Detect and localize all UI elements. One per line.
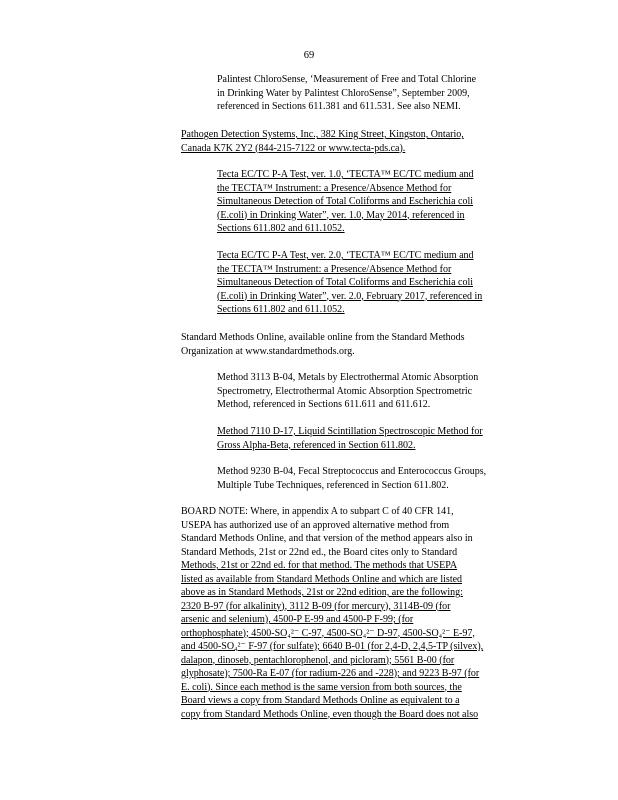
board-note-line: USEPA has authorized use of an approved alternative method from bbox=[181, 519, 450, 531]
reference-line: Method, referenced in Sections 611.611 and 611.612. bbox=[217, 399, 431, 410]
board-note-line: Methods, 21st or 22nd ed. for that method. The methods that USEPA bbox=[181, 560, 458, 571]
reference-line: Method 9230 B-04, Fecal Streptococcus and Enterococcus Groups, bbox=[217, 466, 487, 477]
board-note-line: BOARD NOTE: Where, in appendix A to subpart C of 40 CFR 141, bbox=[181, 506, 454, 517]
board-note-line: copy from Standard Methods Online, even though the Board does not also bbox=[181, 708, 479, 720]
pathogen-detection-systems-entry bbox=[181, 128, 536, 155]
reference-line: Palintest ChloroSense, ‘Measurement of Free and Total Chlorine bbox=[217, 74, 477, 85]
reference-line: Sections 611.802 and 611.1052. bbox=[217, 304, 345, 315]
reference-line: Method 7110 D-17, Liquid Scintillation Spectroscopic Method for bbox=[217, 426, 483, 437]
board-note-line: arsenic and selenium), 4500-P E-99 and 4500-P F-99; (for bbox=[181, 614, 414, 625]
reference-line: Simultaneous Detection of Total Coliforms and Escherichia coli bbox=[217, 196, 474, 207]
method-7110-reference bbox=[217, 425, 535, 452]
reference-line: Method 3113 B-04, Metals by Electrothermal Atomic Absorption bbox=[217, 372, 479, 383]
reference-line: in Drinking Water by Palintest ChloroSense”, September 2009, bbox=[217, 87, 470, 99]
board-note-line: Standard Methods, 21st or 22nd ed., the Board cites only to Standard bbox=[181, 546, 458, 558]
method-9230-reference bbox=[217, 465, 535, 492]
board-note-line: listed as available from Standard Methods Online and which are listed bbox=[181, 573, 463, 585]
reference-line: Sections 611.802 and 611.1052. bbox=[217, 223, 345, 234]
page-number: 69 bbox=[303, 50, 315, 61]
reference-line: Standard Methods Online, available online from the Standard Methods bbox=[181, 332, 465, 343]
reference-line: Tecta EC/TC P-A Test, ver. 2.0, ‘TECTA™ EC/TC medium and bbox=[217, 250, 474, 261]
reference-line: Spectrometry, Electrothermal Atomic Absorption Spectrometric bbox=[217, 385, 473, 397]
reference-line: Organization at www.standardmethods.org. bbox=[181, 345, 355, 357]
reference-line: Pathogen Detection Systems, Inc., 382 King Street, Kingston, Ontario, bbox=[181, 129, 464, 140]
board-note bbox=[181, 505, 536, 721]
reference-line: (E.coli) in Drinking Water”, ver. 1.0, May 2014, referenced in bbox=[217, 209, 465, 221]
reference-line: the TECTA™ Instrument: a Presence/Absence Method for bbox=[217, 263, 452, 275]
board-note-line: Standard Methods Online, and that version of the method appears also in bbox=[181, 533, 473, 544]
palintest-reference bbox=[217, 73, 535, 114]
board-note-line: 2320 B-97 (for alkalinity), 3112 B-09 (for mercury), 3114B-09 (for bbox=[181, 600, 451, 612]
board-note-line: orthophosphate); 4500-SO₄²⁻ C-97, 4500-SO₄²⁻ D-97, 4500-SO₄²⁻ E-97, bbox=[181, 627, 475, 639]
reference-line: (E.coli) in Drinking Water”, ver. 2.0, February 2017, referenced in bbox=[217, 290, 483, 302]
reference-line: Gross Alpha-Beta, referenced in Section 611.802. bbox=[217, 439, 416, 451]
board-note-line: E. coli). Since each method is the same version from both sources, the bbox=[181, 681, 462, 693]
reference-line: Tecta EC/TC P-A Test, ver. 1.0, ‘TECTA™ EC/TC medium and bbox=[217, 169, 474, 180]
reference-line: Canada K7K 2Y2 (844-215-7122 or www.tecta-pds.ca). bbox=[181, 142, 406, 154]
board-note-line: dalapon, dinoseb, pentachlorophenol, and picloram); 5561 B-00 (for bbox=[181, 654, 455, 666]
tecta-v1-reference bbox=[217, 168, 535, 236]
tecta-v2-reference bbox=[217, 249, 535, 317]
standard-methods-entry bbox=[181, 331, 536, 358]
reference-line: referenced in Sections 611.381 and 611.531. See also NEMI. bbox=[217, 101, 461, 112]
board-note-line: above as in Standard Methods, 21st or 22nd edition, are the following: bbox=[181, 587, 463, 598]
reference-line: Multiple Tube Techniques, referenced in Section 611.802. bbox=[217, 479, 449, 491]
board-note-line: glyphosate); 7500-Ra E-07 (for radium-226 and -228); and 9223 B-97 (for bbox=[181, 668, 480, 679]
reference-line: the TECTA™ Instrument: a Presence/Absence Method for bbox=[217, 182, 452, 194]
board-note-line: and 4500-SO₄²⁻ F-97 (for sulfate); 6640 B-01 (for 2,4-D, 2,4,5-TP (silvex), bbox=[181, 641, 484, 652]
board-note-line: Board views a copy from Standard Methods Online as equivalent to a bbox=[181, 695, 460, 706]
method-3113-reference bbox=[217, 371, 535, 412]
reference-line: Simultaneous Detection of Total Coliforms and Escherichia coli bbox=[217, 277, 474, 288]
